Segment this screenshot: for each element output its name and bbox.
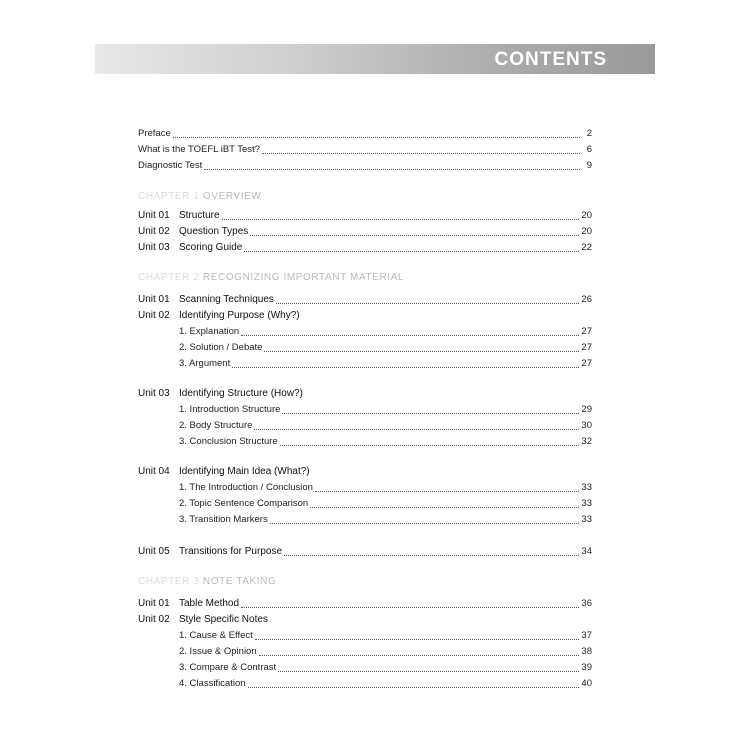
unit-label: Unit 01 <box>138 598 170 609</box>
leader-dots <box>310 506 579 508</box>
toc-entry-title: What is the TOEFL iBT Test? <box>138 144 260 155</box>
page-number: 26 <box>581 294 592 305</box>
toc-entry-title: 3. Argument <box>179 358 231 369</box>
toc-row-toefl[interactable] <box>138 140 592 156</box>
leader-dots <box>232 366 579 368</box>
toc-entry-title: 1. Explanation <box>179 326 240 337</box>
toc-row-unit[interactable] <box>138 238 592 254</box>
toc-entry-title: Structure <box>179 210 220 221</box>
toc-entry-title: 3. Conclusion Structure <box>179 436 278 447</box>
page-number: 39 <box>581 662 592 673</box>
toc-entry-title: Question Types <box>179 226 249 237</box>
leader-dots <box>244 250 579 252</box>
leader-dots <box>282 412 579 414</box>
toc-entry-title: Identifying Purpose (Why?) <box>179 310 300 321</box>
toc-row-unit[interactable] <box>138 462 592 478</box>
toc-entry-title: Table Method <box>179 598 240 609</box>
leader-dots <box>222 218 580 220</box>
unit-label: Unit 03 <box>138 388 170 399</box>
chapter-title: OVERVIEW <box>202 191 262 202</box>
toc-entry-title: Identifying Structure (How?) <box>179 388 303 399</box>
leader-dots <box>250 234 579 236</box>
toc-row-unit[interactable] <box>138 206 592 222</box>
leader-dots <box>284 554 579 556</box>
leader-dots <box>248 686 580 688</box>
toc-row-subentry[interactable] <box>138 338 592 354</box>
page-number: 27 <box>581 342 592 353</box>
toc-entry-title: Scoring Guide <box>179 242 243 253</box>
unit-label: Unit 05 <box>138 546 170 557</box>
toc-row-subentry[interactable] <box>138 494 592 510</box>
toc-entry-title: 1. Cause & Effect <box>179 630 253 641</box>
toc-entry-title: Preface <box>138 128 171 139</box>
toc-entry-title: 1. Introduction Structure <box>179 404 281 415</box>
unit-label: Unit 02 <box>138 614 170 625</box>
toc-row-subentry[interactable] <box>138 322 592 338</box>
page-number: 20 <box>581 210 592 221</box>
toc-row-unit[interactable] <box>138 610 592 626</box>
toc-entry-title: 3. Transition Markers <box>179 514 268 525</box>
toc-entry-title: 2. Solution / Debate <box>179 342 263 353</box>
leader-dots <box>262 152 580 154</box>
toc-entry-title: Identifying Main Idea (What?) <box>179 466 310 477</box>
page-number: 27 <box>581 326 592 337</box>
chapter-heading <box>138 576 276 587</box>
toc-row-subentry[interactable] <box>138 354 592 370</box>
unit-label: Unit 03 <box>138 242 170 253</box>
leader-dots <box>278 670 579 672</box>
leader-dots <box>280 444 580 446</box>
toc-row-subentry[interactable] <box>138 674 592 690</box>
chapter-title: RECOGNIZING IMPORTANT MATERIAL <box>202 272 405 283</box>
page-number: 20 <box>581 226 592 237</box>
leader-dots <box>254 428 579 430</box>
toc-entry-title: 2. Body Structure <box>179 420 253 431</box>
page-number: 2 <box>586 128 592 139</box>
toc-row-unit[interactable] <box>138 306 592 322</box>
leader-dots <box>241 334 579 336</box>
toc-entry-title: 3. Compare & Contrast <box>179 662 277 673</box>
toc-entry-title: Style Specific Notes <box>179 614 268 625</box>
chapter-label: CHAPTER 3 <box>138 576 200 587</box>
page-number: 37 <box>581 630 592 641</box>
chapter-heading <box>138 191 261 202</box>
leader-dots <box>264 350 579 352</box>
leader-dots <box>315 490 579 492</box>
unit-label: Unit 01 <box>138 294 170 305</box>
toc-entry-title: 2. Topic Sentence Comparison <box>179 498 309 509</box>
page-number: 33 <box>581 482 592 493</box>
page-number: 22 <box>581 242 592 253</box>
toc-entry-title: Scanning Techniques <box>179 294 274 305</box>
leader-dots <box>270 522 580 524</box>
page-title: CONTENTS <box>494 49 607 70</box>
unit-label: Unit 02 <box>138 310 170 321</box>
unit-label: Unit 04 <box>138 466 170 477</box>
chapter-title: NOTE TAKING <box>202 576 277 587</box>
leader-dots <box>276 302 580 304</box>
page-number: 29 <box>581 404 592 415</box>
toc-row-unit[interactable] <box>138 594 592 610</box>
page-number: 34 <box>581 546 592 557</box>
toc-entry-title: 1. The Introduction / Conclusion <box>179 482 313 493</box>
toc-row-subentry[interactable] <box>138 658 592 674</box>
contents-banner <box>95 44 655 74</box>
unit-label: Unit 02 <box>138 226 170 237</box>
chapter-label: CHAPTER 1 <box>138 191 200 202</box>
leader-dots <box>204 168 580 170</box>
page-number: 33 <box>581 514 592 525</box>
toc-row-diagnostic[interactable] <box>138 156 592 172</box>
toc-entry-title: 2. Issue & Opinion <box>179 646 257 657</box>
toc-row-subentry[interactable] <box>138 626 592 642</box>
toc-row-subentry[interactable] <box>138 400 592 416</box>
toc-row-unit[interactable] <box>138 290 592 306</box>
page-number: 38 <box>581 646 592 657</box>
toc-row-unit[interactable] <box>138 384 592 400</box>
toc-row-preface[interactable] <box>138 124 592 140</box>
toc-row-subentry[interactable] <box>138 432 592 448</box>
chapter-heading <box>138 272 404 283</box>
toc-row-subentry[interactable] <box>138 416 592 432</box>
leader-dots <box>255 638 580 640</box>
toc-row-unit[interactable] <box>138 542 592 558</box>
unit-label: Unit 01 <box>138 210 170 221</box>
page-number: 33 <box>581 498 592 509</box>
leader-dots <box>241 606 579 608</box>
page-number: 32 <box>581 436 592 447</box>
chapter-label: CHAPTER 2 <box>138 272 200 283</box>
leader-dots <box>173 136 580 138</box>
page-number: 40 <box>581 678 592 689</box>
leader-dots <box>259 654 580 656</box>
page-number: 36 <box>581 598 592 609</box>
toc-row-subentry[interactable] <box>138 642 592 658</box>
page-number: 6 <box>586 144 592 155</box>
toc-row-unit[interactable] <box>138 222 592 238</box>
page-number: 9 <box>586 160 592 171</box>
toc-entry-title: 4. Classification <box>179 678 246 689</box>
page-number: 27 <box>581 358 592 369</box>
toc-entry-title: Transitions for Purpose <box>179 546 283 557</box>
toc-row-subentry[interactable] <box>138 478 592 494</box>
toc-row-subentry[interactable] <box>138 510 592 526</box>
toc-entry-title: Diagnostic Test <box>138 160 203 171</box>
page-number: 30 <box>581 420 592 431</box>
